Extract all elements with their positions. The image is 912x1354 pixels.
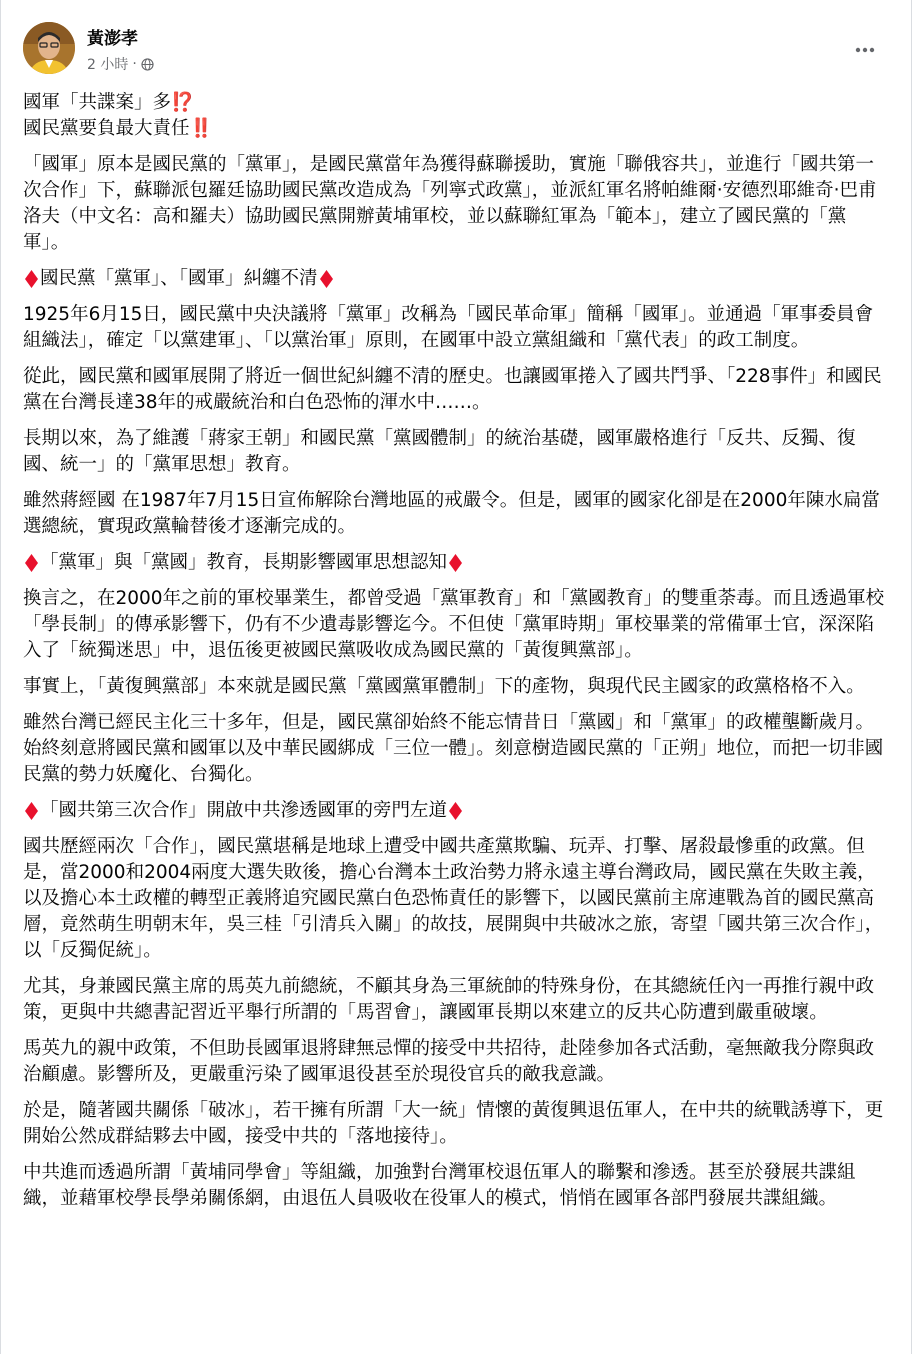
post-meta — [87, 54, 154, 74]
title-line-2 — [23, 116, 889, 142]
post-title — [23, 90, 889, 142]
paragraph-2: 1925年6月15日，國民黨中央決議將「黨軍」改稱為「國民革命軍」簡稱「國軍」。並通過「軍事委員會組織法」，確定「以黨建軍」、「以黨治軍」原則，在國軍中設立黨組織和「黨代表」的政工制度。 — [23, 304, 874, 351]
globe-icon — [141, 58, 154, 71]
red-diamond-icon — [449, 802, 462, 820]
section-heading-1-text: 國民黨「黨軍」、「國軍」糾纏不清 — [40, 268, 318, 289]
paragraph-11: 馬英九的親中政策，不但助長國軍退將肆無忌憚的接受中共招待，赴陸參加各式活動，毫無敵我分際與政治顧慮。影響所及，更嚴重污染了國軍退役甚至於現役官兵的敵我意識。 — [23, 1038, 875, 1085]
red-diamond-icon — [320, 270, 333, 288]
paragraph-12: 於是，隨著國共關係「破冰」，若干擁有所謂「大一統」情懷的黃復興退伍軍人，在中共的統戰誘導下，更開始公然成群結夥去中國，接受中共的「落地接待」。 — [23, 1100, 884, 1147]
paragraph-6: 換言之，在2000年之前的軍校畢業生，都曾受過「黨軍教育」和「黨國教育」的雙重荼毒。而且透過軍校「學長制」的傳承影響下，仍有不少遺毒影響迄今。不但使「黨軍時期」軍校畢業的常備軍士官，深深陷入了「統獨迷思」中，退伍後更被國民黨吸收成為國民黨的「黃復興黨部」。 — [23, 588, 885, 661]
section-heading-1 — [23, 266, 889, 292]
author-name[interactable]: 黃澎孝 — [87, 29, 138, 49]
interrobang-emoji-icon: ⁉️ — [171, 92, 195, 113]
red-diamond-icon — [25, 270, 38, 288]
more-options-button[interactable] — [847, 32, 883, 68]
section-heading-3-text: 「國共第三次合作」開啟中共滲透國軍的旁門左道 — [40, 800, 448, 821]
post-timestamp[interactable]: 2 小時 — [87, 57, 129, 73]
post-body — [23, 90, 889, 1222]
red-diamond-icon — [25, 802, 38, 820]
paragraph-4: 長期以來，為了維護「蔣家王朝」和國民黨「黨國體制」的統治基礎，國軍嚴格進行「反共、反獨、復國、統一」的「黨軍思想」教育。 — [23, 428, 856, 475]
title-line-2-text: 國民黨要負最大責任 — [23, 118, 190, 139]
paragraph-13: 中共進而透過所謂「黃埔同學會」等組織，加強對台灣軍校退伍軍人的聯繫和滲透。甚至於發展共諜組織，並藉軍校學長學弟關係網，由退伍人員吸收在役軍人的模式，悄悄在國軍各部門發展共諜組織。 — [23, 1162, 856, 1209]
paragraph-1: 「國軍」原本是國民黨的「黨軍」，是國民黨當年為獲得蘇聯援助，實施「聯俄容共」，並進行「國共第一次合作」下，蘇聯派包羅廷協助國民黨改造成為「列寧式政黨」，並派紅軍名將帕維爾·安德烈耶維奇·巴甫洛夫（中文名：高和羅夫）協助國民黨開辦黃埔軍校，並以蘇聯紅軍為「範本」，建立了國民黨的「黨軍」。 — [23, 154, 877, 253]
section-heading-3 — [23, 798, 889, 824]
section-heading-2 — [23, 550, 889, 576]
paragraph-10: 尤其，身兼國民黨主席的馬英九前總統，不顧其身為三軍統帥的特殊身份，在其總統任內一再推行親中政策，更與中共總書記習近平舉行所謂的「馬習會」，讓國軍長期以來建立的反共心防遭到嚴重破壞。 — [23, 976, 875, 1023]
paragraph-7: 事實上，「黃復興黨部」本來就是國民黨「黨國黨軍體制」下的產物，與現代民主國家的政黨格格不入。 — [23, 676, 865, 697]
paragraph-9: 國共歷經兩次「合作」，國民黨堪稱是地球上遭受中國共產黨欺騙、玩弄、打擊、屠殺最慘重的政黨。但是，當2000和2004兩度大選失敗後，擔心台灣本土政治勢力將永遠主導台灣政局，國民黨在失敗主義，以及擔心本土政權的轉型正義將追究國民黨白色恐怖責任的影響下，以國民黨前主席連戰為首的國民黨高層，竟然萌生明朝末年，吳三桂「引清兵入關」的故技，展開與中共破冰之旅，寄望「國共第三次合作」，以「反獨促統」。 — [23, 836, 884, 961]
double-exclamation-emoji-icon: ‼️ — [189, 118, 213, 139]
author-avatar[interactable] — [23, 22, 75, 74]
paragraph-5: 雖然蔣經國 在1987年7月15日宣佈解除台灣地區的戒嚴令。但是，國軍的國家化卻是在2000年陳水扁當選總統，實現政黨輪替後才逐漸完成的。 — [23, 490, 880, 537]
red-diamond-icon — [449, 554, 462, 572]
paragraph-3: 從此，國民黨和國軍展開了將近一個世紀糾纏不清的歷史。也讓國軍捲入了國共鬥爭、「228事件」和國民黨在台灣長達38年的戒嚴統治和白色恐怖的渾水中……。 — [23, 366, 882, 413]
title-line-1 — [23, 90, 889, 116]
section-heading-2-text: 「黨軍」與「黨國」教育，長期影響國軍思想認知 — [40, 552, 448, 573]
title-line-1-text: 國軍「共諜案」多 — [23, 92, 172, 113]
red-diamond-icon — [25, 554, 38, 572]
paragraph-8: 雖然台灣已經民主化三十多年，但是，國民黨卻始終不能忘情昔日「黨國」和「黨軍」的政權壟斷歲月。始終刻意將國民黨和國軍以及中華民國綁成「三位一體」。刻意樹造國民黨的「正朔」地位，而把一切非國民黨的勢力妖魔化、台獨化。 — [23, 712, 884, 785]
more-horizontal-icon — [855, 47, 875, 53]
post-header — [23, 22, 889, 78]
meta-separator: · — [132, 56, 137, 72]
